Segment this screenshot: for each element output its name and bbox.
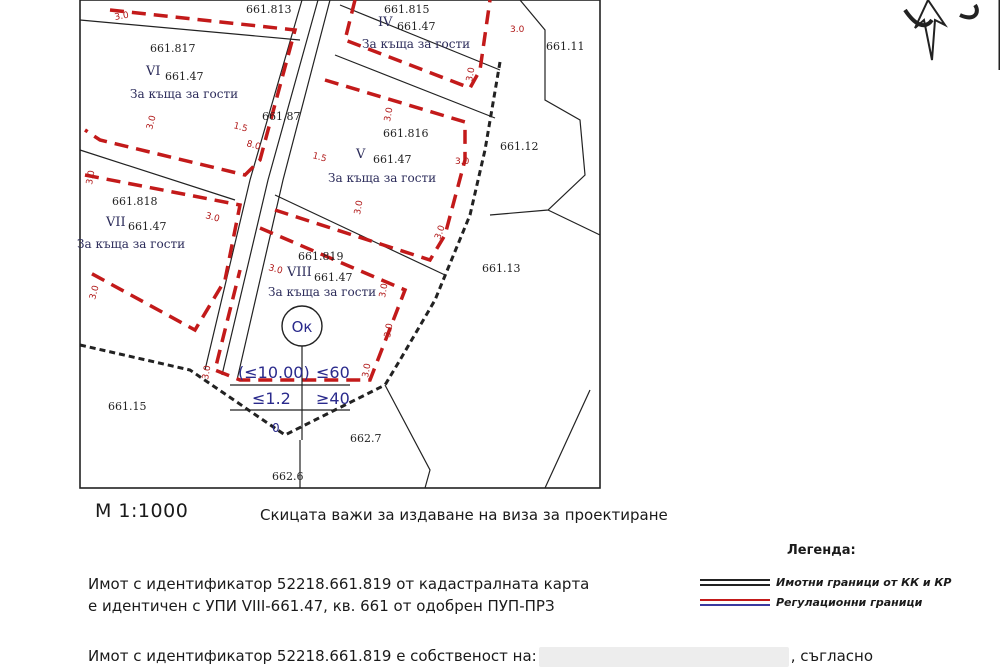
plot-v-roman: V (356, 147, 366, 162)
plot-iv-use: За къща за гости (362, 37, 471, 51)
marker-index: 0 (272, 421, 280, 435)
plot-viii-id: 661.819 (298, 250, 344, 263)
density-limit: ≤60 (316, 363, 350, 382)
svg-text:3.0: 3.0 (85, 169, 98, 186)
svg-text:3.0: 3.0 (88, 284, 102, 301)
svg-text:3.0: 3.0 (204, 211, 221, 225)
green-limit: ≥40 (316, 389, 350, 408)
legend-label-regulation: Регулационни граници (776, 596, 923, 609)
plot-viii-use: За къща за гости (268, 285, 377, 299)
plot-vii-roman: VII (106, 215, 126, 230)
plot-iv-roman: IV (378, 15, 393, 30)
neighbour-id-3: 661.12 (500, 140, 539, 153)
plot-vi-upi: 661.47 (165, 70, 204, 83)
redacted-owner (539, 647, 789, 667)
svg-text:3.0: 3.0 (510, 25, 525, 35)
plot-v-use: За къща за гости (328, 171, 437, 185)
plot-iv-id: 661.815 (384, 3, 430, 16)
plot-viii-upi: 661.47 (314, 271, 353, 284)
plot-vi-id: 661.817 (150, 42, 196, 55)
legend-label-cadastre: Имотни граници от КК и КР (776, 576, 952, 589)
neighbour-id-1: 661.813 (246, 3, 292, 16)
legend-swatch-regulation (700, 599, 770, 606)
plot-vii-id: 661.818 (112, 195, 158, 208)
north-arrow-icon (905, 0, 1000, 70)
svg-text:1.5: 1.5 (311, 151, 328, 165)
neighbour-id-6: 662.7 (350, 432, 382, 445)
plot-v-upi: 661.47 (373, 153, 412, 166)
ownership-prefix: Имот с идентификатор 52218.661.819 е собственост на: (88, 647, 537, 665)
svg-text:3.0: 3.0 (383, 322, 396, 339)
map-scale: М 1:1000 (95, 500, 189, 522)
svg-text:3.0: 3.0 (145, 114, 159, 131)
svg-text:3.0: 3.0 (201, 364, 214, 381)
neighbour-id-7: 662.6 (272, 470, 304, 483)
svg-text:3.0: 3.0 (267, 263, 284, 277)
plot-v-id: 661.816 (383, 127, 429, 140)
identity-line-1: Имот с идентификатор 52218.661.819 от кадастралната карта (88, 575, 590, 593)
legend-title: Легенда: (787, 543, 856, 558)
svg-text:3.0: 3.0 (433, 224, 448, 242)
identity-line-2: е идентичен с УПИ VIII-661.47, кв. 661 от одобрен ПУП-ПРЗ (88, 597, 555, 615)
svg-text:3.0: 3.0 (361, 362, 374, 379)
plot-iv-upi: 661.47 (397, 20, 436, 33)
svg-text:3.0: 3.0 (465, 66, 478, 83)
ratio-limit: ≤1.2 (252, 389, 291, 408)
ownership-statement (88, 645, 873, 667)
svg-text:8.0: 8.0 (245, 139, 262, 153)
svg-text:1.5: 1.5 (232, 121, 249, 135)
svg-text:3.0: 3.0 (113, 10, 130, 23)
svg-text:3.0: 3.0 (378, 282, 391, 299)
neighbour-id-4: 661.13 (482, 262, 521, 275)
svg-text:3.0: 3.0 (353, 199, 366, 216)
plot-vii-use: За къща за гости (77, 237, 186, 251)
ownership-suffix: , съгласно (790, 647, 873, 665)
plot-vi-use: За къща за гости (130, 87, 239, 101)
plot-vi-roman: VI (146, 64, 161, 79)
neighbour-id-5: 661.15 (108, 400, 147, 413)
zone-label: Ок (291, 318, 313, 336)
height-limit: (≤10.00) (238, 363, 310, 382)
sketch-validity-note: Скицата важи за издаване на виза за проектиране (260, 506, 668, 524)
legend-item-cadastre (700, 576, 951, 589)
neighbour-id-2: 661.11 (546, 40, 585, 53)
plot-viii-roman: VIII (287, 265, 312, 280)
legend-swatch-cadastre (700, 579, 770, 586)
legend-item-regulation (700, 596, 922, 609)
neighbour-id-8: 661.87 (262, 110, 301, 123)
identity-statement (88, 573, 589, 617)
svg-text:3.0: 3.0 (383, 106, 396, 123)
svg-text:3.0: 3.0 (455, 157, 470, 167)
plot-vii-upi: 661.47 (128, 220, 167, 233)
